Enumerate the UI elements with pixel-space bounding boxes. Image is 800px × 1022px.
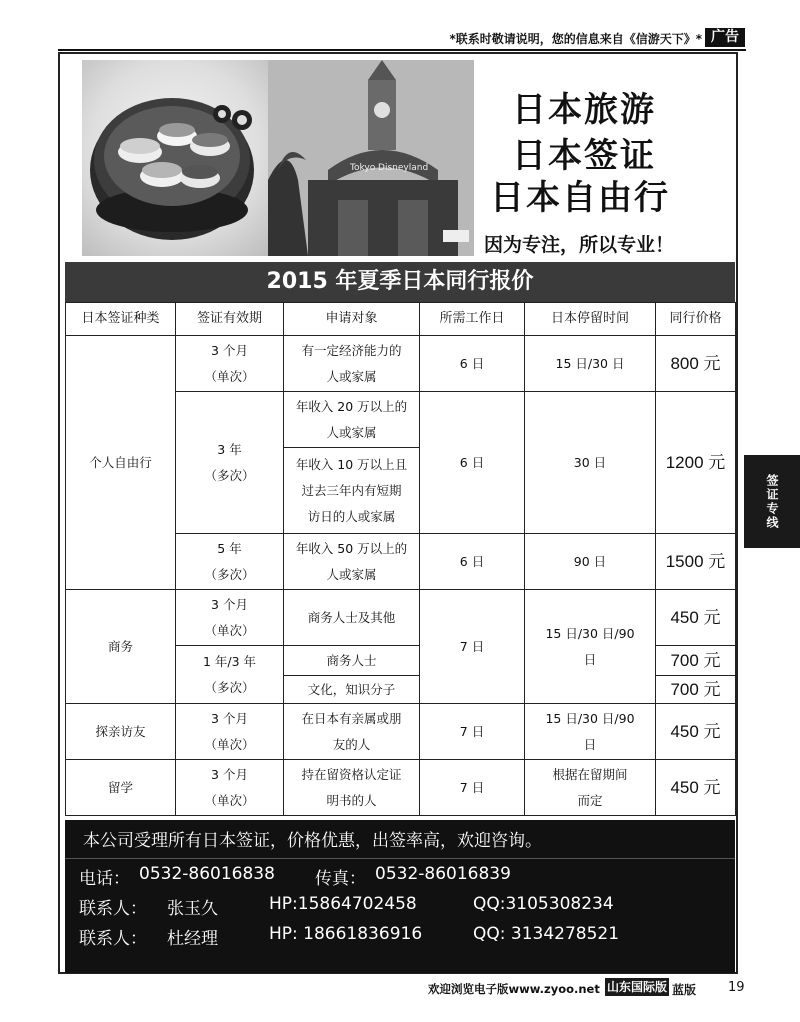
target-cell: 持在留资格认定证 明书的人 (284, 760, 420, 816)
category-study: 留学 (66, 760, 176, 816)
tel-number: 0532-86016838 (139, 864, 275, 884)
category-family: 探亲访友 (66, 704, 176, 760)
side-tab-visa-line: 签证专线 (744, 455, 800, 548)
stay-cell: 根据在留期间 而定 (525, 760, 656, 816)
footer-edition: 蓝版 (672, 983, 697, 997)
disney-castle-photo (268, 60, 474, 256)
validity-cell: 3 个月 （单次） (176, 704, 284, 760)
slogan: 因为专注，所以专业！ (484, 234, 675, 256)
target-cell: 有一定经济能力的 人或家属 (284, 336, 420, 392)
price-cell: 450 元 (656, 760, 736, 816)
footer-website: 欢迎浏览电子版www.zyoo.net (428, 982, 600, 996)
workdays-cell: 6 日 (420, 336, 525, 392)
target-cell: 商务人士及其他 (284, 590, 420, 646)
header-validity: 签证有效期 (176, 303, 284, 336)
page-number: 19 (728, 980, 745, 995)
table-row (66, 760, 736, 816)
validity-cell: 1 年/3 年 （多次） (176, 646, 284, 704)
person-label: 联系人： (79, 899, 147, 919)
stay-cell: 90 日 (525, 534, 656, 590)
workdays-cell: 7 日 (420, 704, 525, 760)
person-name: 杜经理 (167, 929, 218, 949)
price-cell: 800 元 (656, 336, 736, 392)
table-row (66, 336, 736, 392)
target-cell: 年收入 50 万以上的 人或家属 (284, 534, 420, 590)
table-row (66, 590, 736, 646)
top-rule (58, 49, 746, 51)
price-cell: 450 元 (656, 704, 736, 760)
tel-label: 电话： (79, 869, 130, 889)
category-personal: 个人自由行 (66, 336, 176, 590)
header-workdays: 所需工作日 (420, 303, 525, 336)
target-cell: 文化，知识分子 (284, 676, 420, 704)
header-stay: 日本停留时间 (525, 303, 656, 336)
target-cell: 在日本有亲属或朋 友的人 (284, 704, 420, 760)
target-cell: 年收入 10 万以上且 过去三年内有短期 访日的人或家属 (284, 448, 420, 534)
validity-cell: 3 个月 （单次） (176, 590, 284, 646)
stay-cell: 15 日/30 日/90 日 (525, 590, 656, 704)
workdays-cell: 7 日 (420, 590, 525, 704)
category-business: 商务 (66, 590, 176, 704)
stay-cell: 15 日/30 日/90 日 (525, 704, 656, 760)
workdays-cell: 6 日 (420, 534, 525, 590)
person-qq: QQ:3105308234 (473, 894, 614, 914)
workdays-cell: 7 日 (420, 760, 525, 816)
headline-travel: 日本旅游 (512, 90, 656, 130)
person-hp: HP:15864702458 (269, 894, 417, 914)
source-note: *联系时敬请说明，您的信息来自《信游天下》* (449, 32, 702, 46)
price-table (65, 302, 736, 816)
stay-cell: 30 日 (525, 392, 656, 534)
sushi-photo (82, 60, 268, 256)
headline-free-travel: 日本自由行 (490, 178, 670, 218)
fax-number: 0532-86016839 (375, 864, 511, 884)
stay-cell: 15 日/30 日 (525, 336, 656, 392)
workdays-cell: 6 日 (420, 392, 525, 534)
person-label: 联系人： (79, 929, 147, 949)
castle-sign: Tokyo Disneyland (350, 163, 429, 173)
castle-icon (268, 60, 474, 256)
price-cell: 450 元 (656, 590, 736, 646)
table-row (66, 704, 736, 760)
table-header-row (66, 303, 736, 336)
intro-divider (65, 858, 735, 859)
person-hp: HP: 18661836916 (269, 924, 423, 944)
validity-cell: 5 年 （多次） (176, 534, 284, 590)
ad-tag: 广告 (705, 28, 745, 47)
company-intro: 本公司受理所有日本签证，价格优惠，出签率高，欢迎咨询。 (83, 831, 542, 851)
sushi-icon (82, 60, 268, 256)
footer-edition-badge: 山东国际版 (606, 980, 667, 994)
validity-cell: 3 年 （多次） (176, 392, 284, 534)
person-qq: QQ: 3134278521 (473, 924, 620, 944)
headline-visa: 日本签证 (512, 136, 656, 176)
table-title: 2015 年夏季日本同行报价 (65, 262, 735, 302)
validity-cell: 3 个月 （单次） (176, 760, 284, 816)
price-cell: 1200 元 (656, 392, 736, 534)
contact-block (65, 820, 735, 973)
price-cell: 1500 元 (656, 534, 736, 590)
fax-label: 传真： (315, 869, 366, 889)
target-cell: 商务人士 (284, 646, 420, 676)
price-cell: 700 元 (656, 646, 736, 676)
target-cell: 年收入 20 万以上的 人或家属 (284, 392, 420, 448)
validity-cell: 3 个月 （单次） (176, 336, 284, 392)
header-price: 同行价格 (656, 303, 736, 336)
person-name: 张玉久 (167, 899, 218, 919)
header-category: 日本签证种类 (66, 303, 176, 336)
header-target: 申请对象 (284, 303, 420, 336)
price-cell: 700 元 (656, 676, 736, 704)
